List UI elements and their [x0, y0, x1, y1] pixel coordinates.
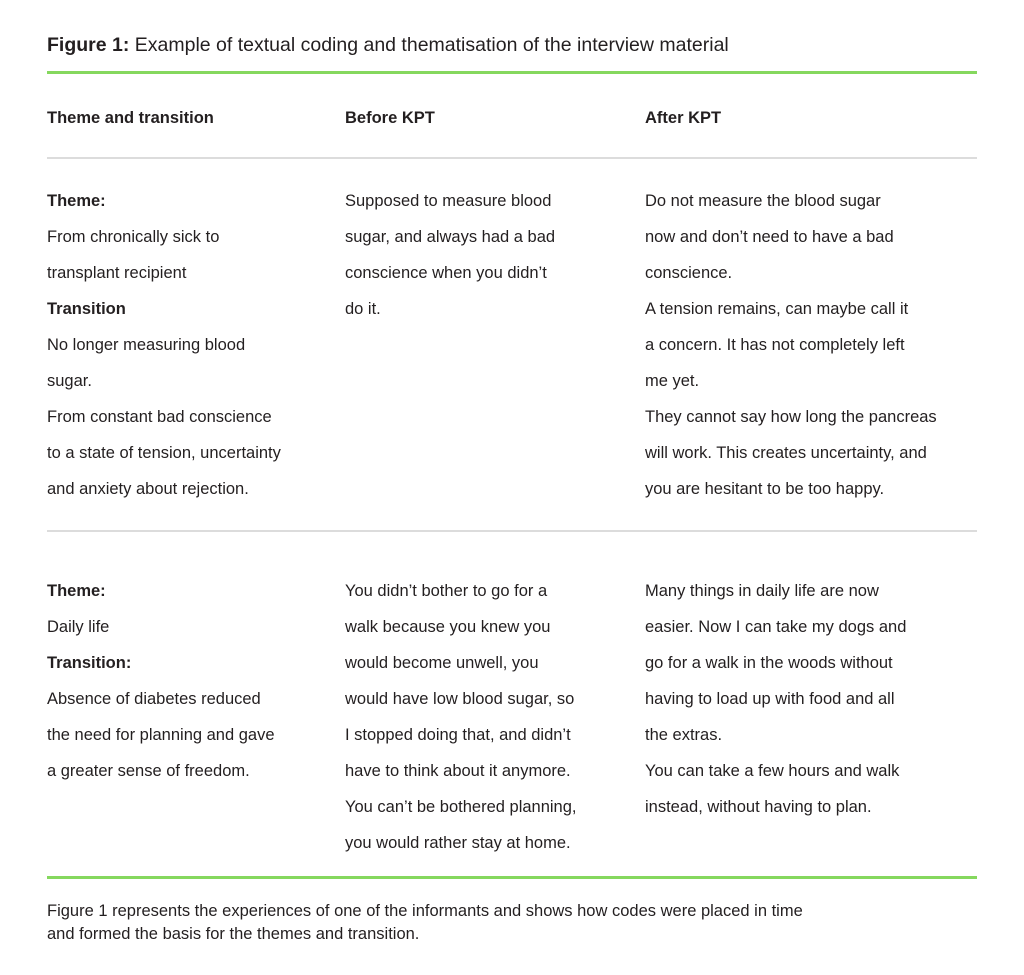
- figure-note: [47, 900, 987, 946]
- header-separator-rule: [47, 157, 977, 159]
- cell-line: conscience.: [645, 264, 733, 282]
- cell-before-kpt-1: [345, 183, 645, 507]
- cell-line: to a state of tension, uncertainty: [47, 444, 281, 462]
- figure-title: [47, 32, 977, 58]
- cell-line-label: Transition:: [47, 654, 132, 672]
- cell-line: me yet.: [645, 372, 700, 390]
- bottom-accent-rule: [47, 876, 977, 879]
- cell-line: would have low blood sugar, so: [345, 690, 575, 708]
- table-row: [47, 183, 977, 507]
- cell-line: Do not measure the blood sugar: [645, 192, 881, 210]
- cell-line: you would rather stay at home.: [345, 834, 571, 852]
- figure-note-line: Figure 1 represents the experiences of one of the informants and shows how codes were placed in time: [47, 902, 803, 920]
- cell-line: go for a walk in the woods without: [645, 654, 893, 672]
- column-header-before-kpt: Before KPT: [345, 109, 435, 127]
- cell-line: having to load up with food and all: [645, 690, 895, 708]
- cell-line: will work. This creates uncertainty, and: [645, 444, 927, 462]
- cell-line: You didn’t bother to go for a: [345, 582, 548, 600]
- cell-line: the extras.: [645, 726, 723, 744]
- cell-line: Absence of diabetes reduced: [47, 690, 261, 708]
- column-header-after-kpt: After KPT: [645, 109, 722, 127]
- cell-line: They cannot say how long the pancreas: [645, 408, 937, 426]
- cell-line-label: Theme:: [47, 582, 106, 600]
- cell-line: From constant bad conscience: [47, 408, 272, 426]
- cell-line: instead, without having to plan.: [645, 798, 872, 816]
- cell-line: Many things in daily life are now: [645, 582, 879, 600]
- cell-line: walk because you knew you: [345, 618, 551, 636]
- cell-line: do it.: [345, 300, 381, 318]
- top-accent-rule: [47, 71, 977, 74]
- cell-line: Daily life: [47, 618, 110, 636]
- cell-after-kpt-2: [645, 573, 977, 861]
- cell-line: the need for planning and gave: [47, 726, 275, 744]
- table-row: [47, 573, 977, 861]
- cell-line: now and don’t need to have a bad: [645, 228, 894, 246]
- cell-line: You can’t be bothered planning,: [345, 798, 577, 816]
- cell-line: From chronically sick to: [47, 228, 220, 246]
- cell-line: would become unwell, you: [345, 654, 539, 672]
- figure-caption: Example of textual coding and thematisation of the interview material: [134, 34, 729, 56]
- cell-line: a concern. It has not completely left: [645, 336, 905, 354]
- cell-line: conscience when you didn’t: [345, 264, 547, 282]
- cell-line: you are hesitant to be too happy.: [645, 480, 885, 498]
- cell-theme-transition-1: [47, 183, 345, 507]
- cell-line: transplant recipient: [47, 264, 187, 282]
- table-header-row: [47, 106, 977, 130]
- cell-line-label: Transition: [47, 300, 126, 318]
- row-separator-rule: [47, 530, 977, 532]
- cell-line: sugar, and always had a bad: [345, 228, 556, 246]
- cell-line: and anxiety about rejection.: [47, 480, 249, 498]
- cell-theme-transition-2: [47, 573, 345, 861]
- cell-line: Supposed to measure blood: [345, 192, 552, 210]
- cell-line: A tension remains, can maybe call it: [645, 300, 909, 318]
- cell-line: have to think about it anymore.: [345, 762, 571, 780]
- cell-after-kpt-1: [645, 183, 977, 507]
- figure-label: Figure 1:: [47, 34, 130, 56]
- cell-line: No longer measuring blood: [47, 336, 246, 354]
- cell-line: I stopped doing that, and didn’t: [345, 726, 571, 744]
- cell-line: You can take a few hours and walk: [645, 762, 900, 780]
- figure-note-line: and formed the basis for the themes and transition.: [47, 925, 420, 943]
- cell-line: a greater sense of freedom.: [47, 762, 250, 780]
- cell-before-kpt-2: [345, 573, 645, 861]
- cell-line: easier. Now I can take my dogs and: [645, 618, 907, 636]
- column-header-theme-and-transition: Theme and transition: [47, 109, 214, 127]
- cell-line: sugar.: [47, 372, 92, 390]
- cell-line-label: Theme:: [47, 192, 106, 210]
